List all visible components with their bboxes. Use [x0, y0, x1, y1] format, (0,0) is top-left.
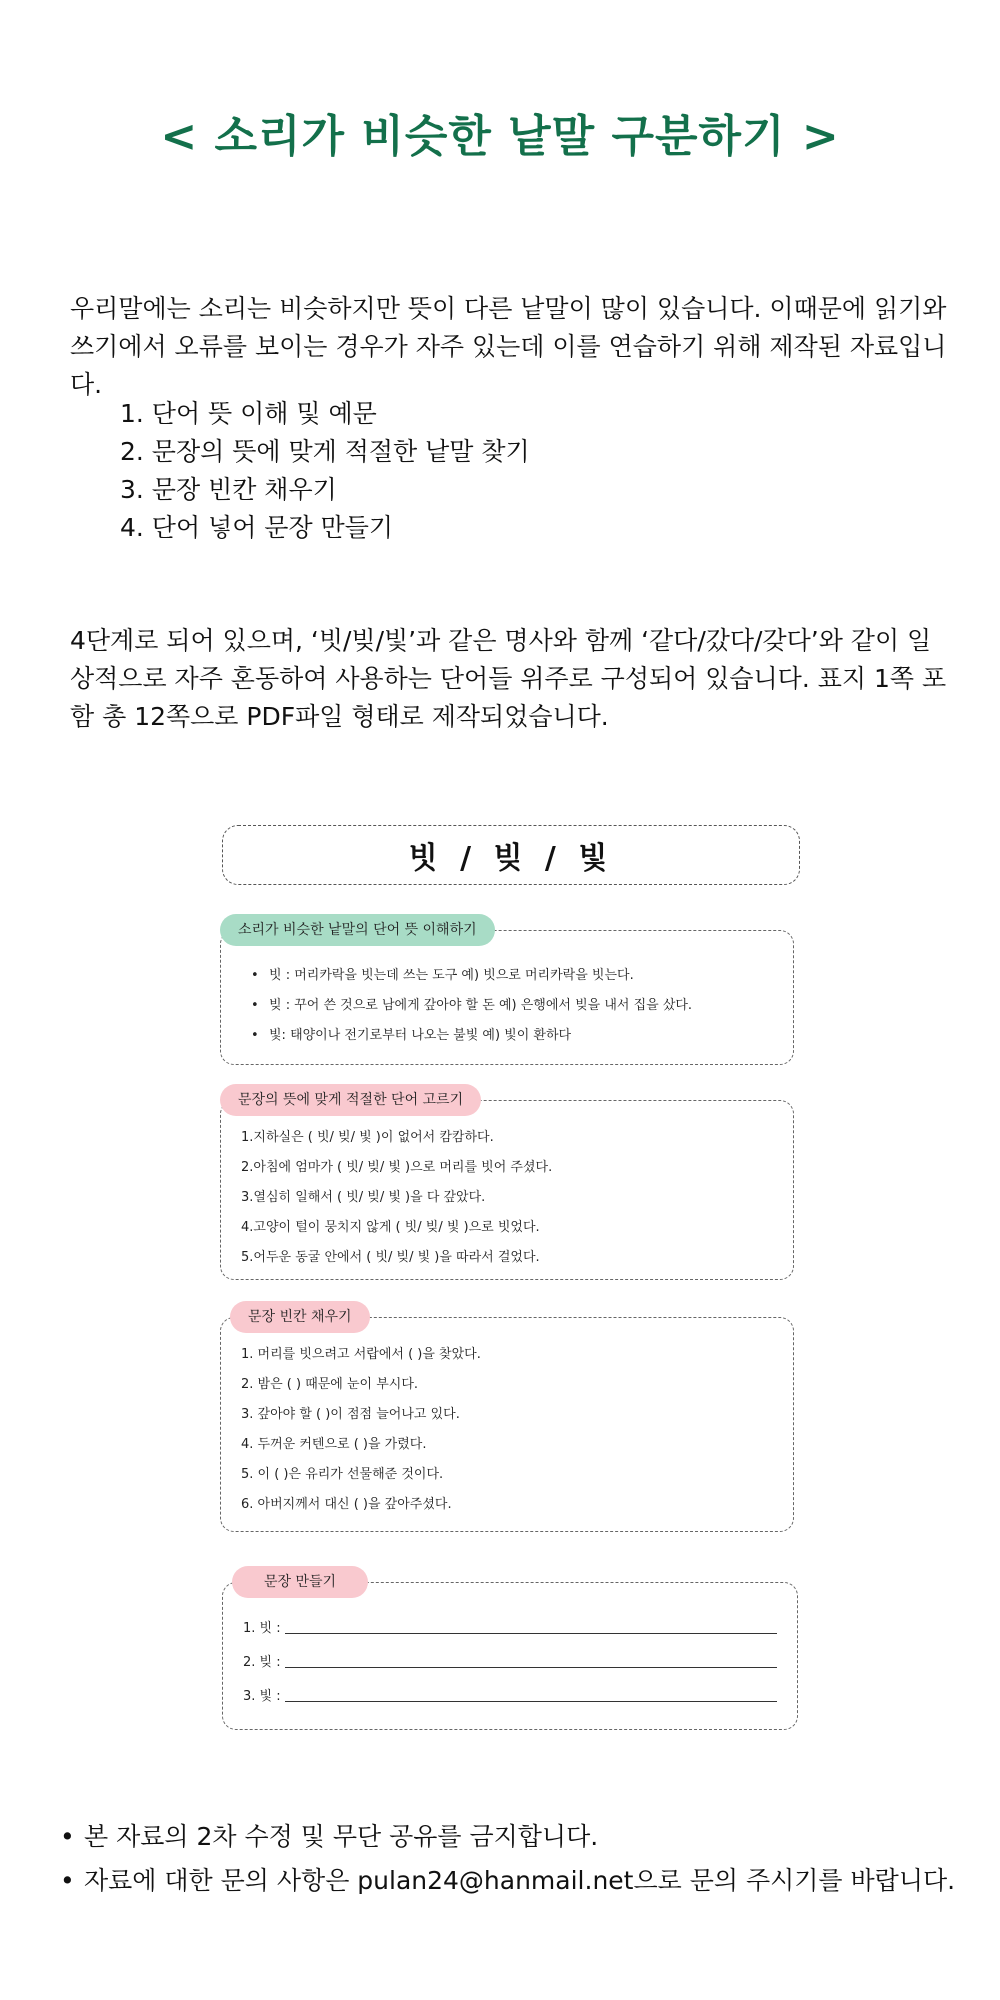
sentence-line-label: 2. 빚 :	[243, 1654, 281, 1670]
notes-list	[60, 1815, 955, 1903]
section-choose-label: 문장의 뜻에 맞게 적절한 단어 고르기	[220, 1084, 481, 1116]
sentence-line-label: 3. 빛 :	[243, 1688, 281, 1704]
list-item: 1.지하실은 ( 빗/ 빚/ 빛 )이 없어서 캄캄하다.	[241, 1130, 494, 1145]
page-title: < 소리가 비슷한 낱말 구분하기 >	[160, 111, 840, 162]
list-item: • 빚 : 꾸어 쓴 것으로 남에게 갚아야 할 돈 예) 은행에서 빚을 내서 집을 샀다.	[241, 991, 773, 1021]
section-meaning-box	[220, 930, 794, 1065]
list-item: 4. 두꺼운 커텐으로 ( )을 가렸다.	[241, 1437, 427, 1452]
list-item: • 빗 : 머리카락을 빗는데 쓰는 도구 예) 빗으로 머리카락을 빗는다.	[241, 961, 773, 991]
worksheet-heading: 빗 / 빚 / 빛	[222, 825, 800, 885]
writing-rule	[285, 1653, 777, 1668]
list-item: • 빛: 태양이나 전기로부터 나오는 불빛 예) 빛이 환하다	[241, 1021, 773, 1051]
note-item: • 본 자료의 2차 수정 및 무단 공유를 금지합니다.	[60, 1815, 955, 1859]
sentence-line	[243, 1677, 777, 1711]
step-item: 1. 단어 뜻 이해 및 예문	[120, 399, 377, 428]
sentence-line	[243, 1643, 777, 1677]
list-item: 4.고양이 털이 뭉치지 않게 ( 빗/ 빚/ 빛 )으로 빗었다.	[241, 1220, 540, 1235]
step-item: 3. 문장 빈칸 채우기	[120, 475, 337, 504]
list-item: 5. 이 ( )은 유리가 선물해준 것이다.	[241, 1467, 444, 1482]
steps-list	[120, 395, 530, 547]
list-item: 2.아침에 엄마가 ( 빗/ 빚/ 빛 )으로 머리를 빗어 주셨다.	[241, 1160, 553, 1175]
list-item: 3.열심히 일해서 ( 빗/ 빚/ 빛 )을 다 갚았다.	[241, 1190, 486, 1205]
list-item: 2. 밤은 ( ) 때문에 눈이 부시다.	[241, 1377, 419, 1392]
note-item: • 자료에 대한 문의 사항은 pulan24@hanmail.net으로 문의 주시기를 바랍니다.	[60, 1859, 955, 1903]
section-make-box	[222, 1582, 798, 1730]
writing-rule	[285, 1619, 777, 1634]
worksheet-preview	[220, 825, 800, 1730]
sentence-line	[243, 1609, 777, 1643]
list-item: 3. 갚아야 할 ( )이 점점 늘어나고 있다.	[241, 1407, 460, 1422]
section-make-label: 문장 만들기	[232, 1566, 368, 1598]
list-item: 5.어두운 동굴 안에서 ( 빗/ 빚/ 빛 )을 따라서 걸었다.	[241, 1250, 540, 1265]
section-choose-box	[220, 1100, 794, 1280]
step-item: 4. 단어 넣어 문장 만들기	[120, 513, 393, 542]
writing-rule	[285, 1687, 777, 1702]
step-item: 2. 문장의 뜻에 맞게 적절한 낱말 찾기	[120, 437, 530, 466]
list-item: 6. 아버지께서 대신 ( )을 갚아주셨다.	[241, 1497, 452, 1512]
section-fill-label: 문장 빈칸 채우기	[230, 1301, 370, 1333]
list-item: 1. 머리를 빗으려고 서랍에서 ( )을 찾았다.	[241, 1347, 481, 1362]
section-fill-box	[220, 1317, 794, 1532]
sentence-line-label: 1. 빗 :	[243, 1620, 281, 1636]
intro-paragraph: 우리말에는 소리는 비슷하지만 뜻이 다른 낱말이 많이 있습니다. 이때문에 읽기와 쓰기에서 오류를 보이는 경우가 자주 있는데 이를 연습하기 위해 제작된 자료입니다.	[70, 294, 947, 399]
description-paragraph: 4단계로 되어 있으며, ‘빗/빚/빛’과 같은 명사와 함께 ‘같다/갔다/갖다’와 같이 일상적으로 자주 혼동하여 사용하는 단어들 위주로 구성되어 있습니다. 표지 1쪽 포함 총 12쪽으로 PDF파일 형태로 제작되었습니다.	[70, 626, 947, 731]
section-meaning-label: 소리가 비슷한 낱말의 단어 뜻 이해하기	[220, 914, 495, 946]
